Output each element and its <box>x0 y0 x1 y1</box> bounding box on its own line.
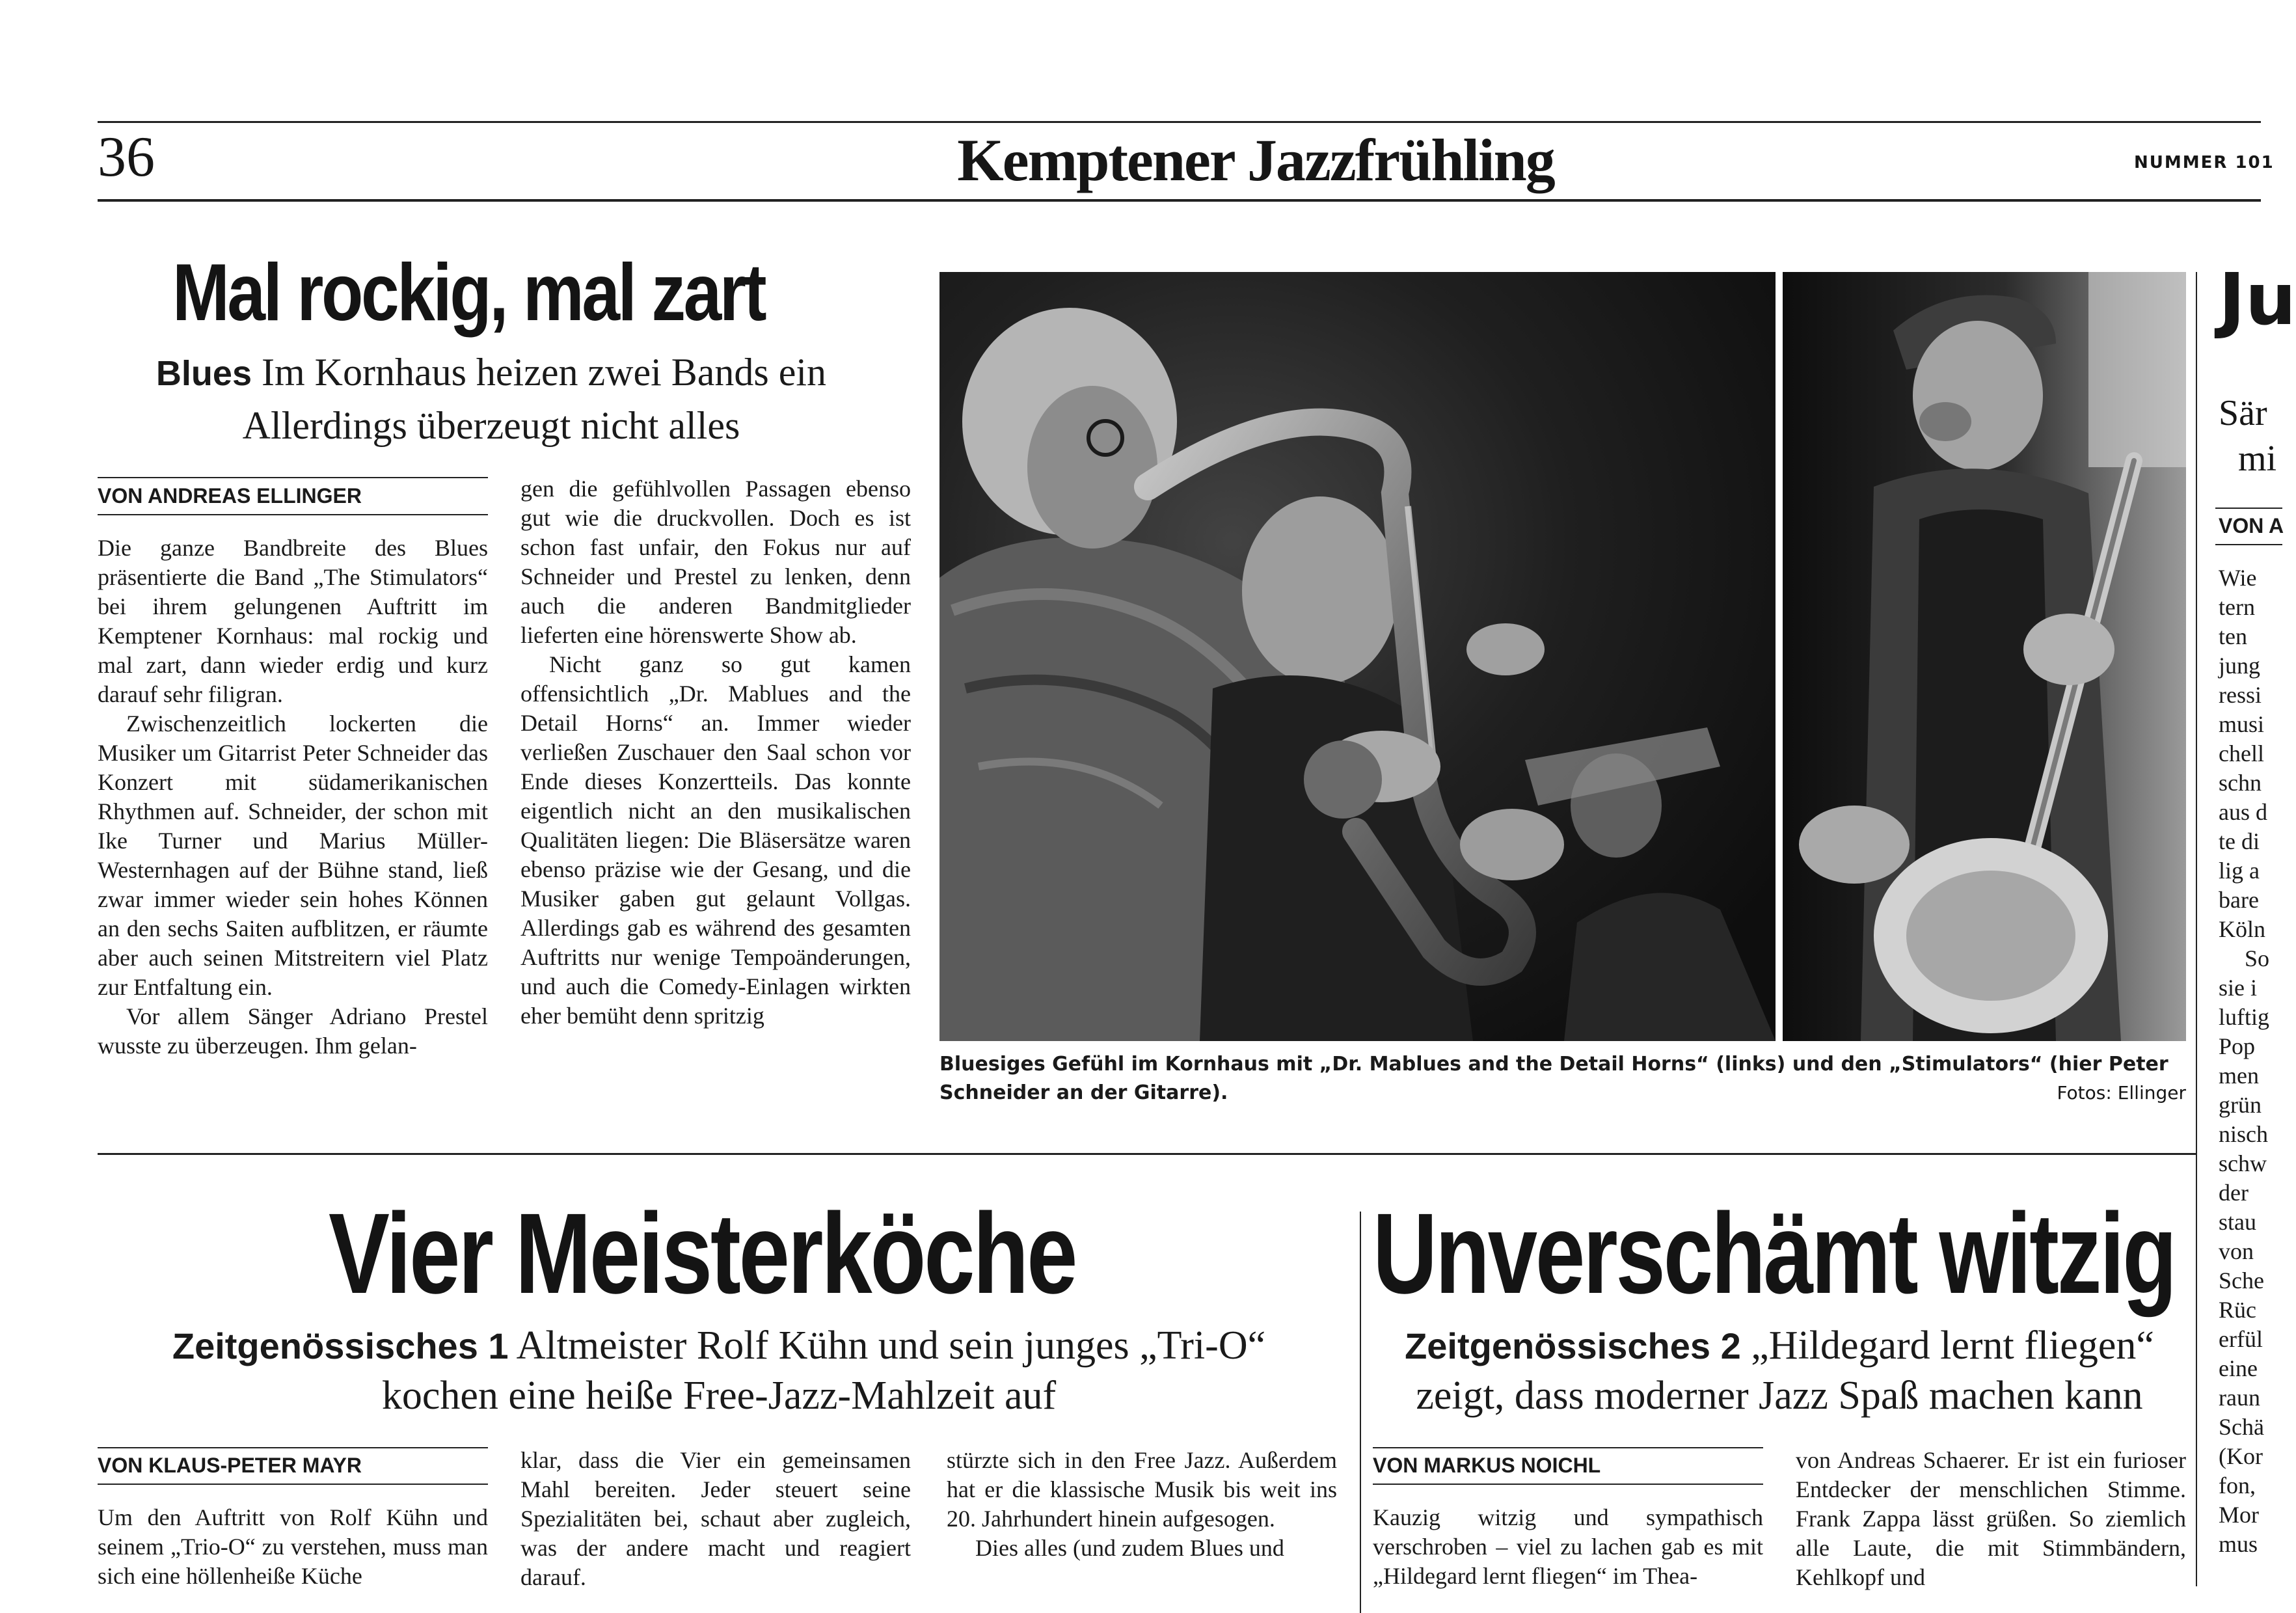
article1-deck-line2: Allerdings überzeugt nicht alles <box>242 404 740 447</box>
side-line: Sche <box>2219 1267 2264 1294</box>
side-line: stau <box>2219 1209 2256 1235</box>
article2-column1 <box>98 1503 488 1613</box>
side-line: aus d <box>2219 799 2267 825</box>
side-line: erfül <box>2219 1326 2263 1352</box>
article3-deck-text1: „Hildegard lernt fliegen“ <box>1751 1323 2154 1368</box>
masthead-top-rule <box>98 121 2261 123</box>
side-line: Mor <box>2219 1502 2259 1528</box>
article3-byline: VON MARKUS NOICHL <box>1373 1454 1601 1477</box>
article2-byline: VON KLAUS-PETER MAYR <box>98 1454 362 1477</box>
article2-deck <box>98 1321 1340 1420</box>
side-line: ressi <box>2219 682 2262 708</box>
article1-paragraph: Die ganze Bandbreite des Blues präsentierte die Band „The Stimulators“ bei ihrem gelungenen Auftritt im Kemptener Kornhaus: mal rockig und mal zart, dann wieder erdig und kurz darauf sehr filigran. <box>98 535 488 707</box>
side-line: raun <box>2219 1385 2260 1411</box>
side-line: Pop <box>2219 1033 2256 1059</box>
side-line: nisch <box>2219 1121 2268 1147</box>
article1-photo-caption: Bluesiges Gefühl im Kornhaus mit „Dr. Mablues and the Detail Horns“ (links) und den „Stimulators“ (hier Peter Schneider an der Gitarre). <box>939 1053 2168 1104</box>
article2-paragraph: Dies alles (und zudem Blues und <box>975 1535 1284 1561</box>
side-line: schw <box>2219 1150 2267 1176</box>
side-line: schn <box>2219 770 2262 796</box>
article1-byline-top-rule <box>98 477 488 478</box>
article2-headline: Vier Meisterköche <box>329 1190 1076 1318</box>
masthead-bottom-rule <box>98 199 2261 202</box>
article3-paragraph: von Andreas Schaerer. Er ist ein furioser Entdecker der menschlichen Stimme. Frank Zappa lässt grüßen. So ziemlich alle Laute, die mit Stimmbändern, Kehlkopf und <box>1796 1447 2186 1590</box>
side-line: Rüc <box>2219 1297 2256 1323</box>
photo-horn-section <box>939 272 1776 1041</box>
article1-paragraph: Vor allem Sänger Adriano Prestel wusste zu überzeugen. Ihm gelan- <box>98 1003 488 1059</box>
article1-deck-line1 <box>98 346 885 400</box>
side-line: So <box>2245 945 2270 971</box>
article3-deck-line2: zeigt, dass moderner Jazz Spaß machen kann <box>1416 1374 2143 1418</box>
side-deck-line2: mi <box>2238 439 2277 479</box>
side-line: jung <box>2219 653 2261 679</box>
side-headline: Ju <box>2219 258 2296 341</box>
guitarist-illustration <box>1783 272 2186 1041</box>
side-deck-line1: Sär <box>2219 393 2267 433</box>
side-line: bare <box>2219 887 2259 913</box>
section-divider-rule <box>98 1153 2196 1155</box>
article3-byline-bottom-rule <box>1373 1484 1763 1485</box>
article1-paragraph: gen die gefühlvollen Passagen ebenso gut wie die druckvollen. Doch es ist schon fast unfair, den Fokus nur auf Schneider und Prestel zu lenken, denn auch die anderen Bandmitglieder lieferten eine hörenswerte Show ab. <box>520 476 911 648</box>
side-line: luftig <box>2219 1004 2269 1030</box>
side-line: chell <box>2219 740 2264 766</box>
article2-byline-bottom-rule <box>98 1484 488 1485</box>
side-line: lig a <box>2219 858 2260 884</box>
article2-deck-line1 <box>98 1321 1340 1371</box>
article1-headline: Mal rockig, mal zart <box>172 248 765 338</box>
side-line: tern <box>2219 594 2255 620</box>
photo-credit: Fotos: Ellinger <box>2057 1082 2186 1104</box>
article3-column1 <box>1373 1503 1763 1613</box>
article1-byline-bottom-rule <box>98 514 488 515</box>
article1-kicker: Blues <box>155 354 252 393</box>
article2-column3 <box>947 1446 1337 1613</box>
article1-paragraph: Zwischenzeitlich lockerten die Musiker um Gitarrist Peter Schneider das Konzert mit südamerikanischen Rhythmen auf. Schneider, der schon mit Ike Turner und Marius Müller-Westernhagen auf der Bühne stand, ließ zwar immer wieder sein hohes Können an den sechs Saiten aufblitzen, er räumte aber auch seinen Mitstreitern viel Platz zur Entfaltung ein. <box>98 711 488 1000</box>
side-column-divider <box>2196 272 2197 1586</box>
side-line: men <box>2219 1063 2259 1089</box>
side-byline-top-rule <box>2215 508 2282 509</box>
side-byline-bottom-rule <box>2215 544 2282 545</box>
article1-byline: VON ANDREAS ELLINGER <box>98 484 362 508</box>
article1-column2 <box>520 474 911 1031</box>
article3-byline-top-rule <box>1373 1447 1763 1448</box>
article2-paragraph: stürzte sich in den Free Jazz. Außerdem hat er die klassische Musik bis weit ins 20. Jahrhundert hinein aufgesogen. <box>947 1447 1337 1532</box>
side-line: ten <box>2219 623 2247 649</box>
side-byline: VON A <box>2219 514 2284 537</box>
article2-deck-text1: Altmeister Rolf Kühn und sein junges „Tri-O“ <box>516 1323 1266 1368</box>
side-line: te di <box>2219 828 2260 854</box>
article3-paragraph: Kauzig witzig und sympathisch verschroben – viel zu lachen gab es mit „Hildegard lernt fliegen“ im Thea- <box>1373 1504 1763 1589</box>
horn-section-illustration <box>939 272 1776 1041</box>
side-line: mus <box>2219 1531 2258 1557</box>
article1-deck-text1: Im Kornhaus heizen zwei Bands ein <box>261 351 827 394</box>
side-line: Schä <box>2219 1414 2264 1440</box>
article2-paragraph: klar, dass die Vier ein gemeinsamen Mahl bereiten. Jeder steuert seine Spezialitäten bei, schaut aber zugleich, was der andere macht und reagiert darauf. <box>520 1447 911 1590</box>
photo-guitarist <box>1783 272 2186 1041</box>
article1-column1 <box>98 534 488 1061</box>
article1-paragraph: Nicht ganz so gut kamen offensichtlich „Dr. Mablues and the Detail Horns“ an. Immer wieder verließen Zuschauer den Saal schon vor Ende dieses Konzertteils. Das konnte eigentlich nicht an den musikalischen Qualitäten liegen: Die Bläsersätze waren ebenso präzise wie der Gesang, und die Musiker gaben gut gelaunt Vollgas. Allerdings gab es während des gesamten Auftritts nur wenige Tempoänderungen, und auch die Comedy-Einlagen wirkten eher bemüht denn spritzig <box>520 651 911 1029</box>
side-line: Köln <box>2219 916 2265 942</box>
side-line: fon, <box>2219 1472 2256 1498</box>
article3-deck-line1 <box>1373 1321 2186 1371</box>
article3-kicker: Zeitgenössisches 2 <box>1405 1325 1741 1366</box>
side-line: (Kor <box>2219 1443 2263 1469</box>
lower-articles-divider <box>1360 1212 1361 1613</box>
side-line: sie i <box>2219 975 2257 1001</box>
article2-deck-line2: kochen eine heiße Free-Jazz-Mahlzeit auf <box>381 1374 1057 1418</box>
side-line: von <box>2219 1238 2254 1264</box>
issue-number: NUMMER 101 <box>2134 153 2275 172</box>
article2-byline-top-rule <box>98 1447 488 1448</box>
side-line: Wie <box>2219 565 2257 591</box>
side-line: der <box>2219 1180 2249 1206</box>
side-line: musi <box>2219 711 2265 737</box>
section-title: Kemptener Jazzfrühling <box>957 127 1554 193</box>
article3-headline: Unverschämt witzig <box>1373 1190 2176 1318</box>
side-column-text <box>2219 563 2282 1559</box>
article3-deck <box>1373 1321 2186 1420</box>
article2-paragraph: Um den Auftritt von Rolf Kühn und seinem „Trio-O“ zu verstehen, muss man sich eine höllenheiße Küche <box>98 1504 488 1589</box>
article1-deck <box>98 346 885 452</box>
article3-column2 <box>1796 1446 2186 1613</box>
side-line: eine <box>2219 1355 2258 1381</box>
page-number: 36 <box>98 126 155 189</box>
side-line: grün <box>2219 1092 2262 1118</box>
article2-kicker: Zeitgenössisches 1 <box>172 1325 509 1366</box>
article2-column2 <box>520 1446 911 1613</box>
